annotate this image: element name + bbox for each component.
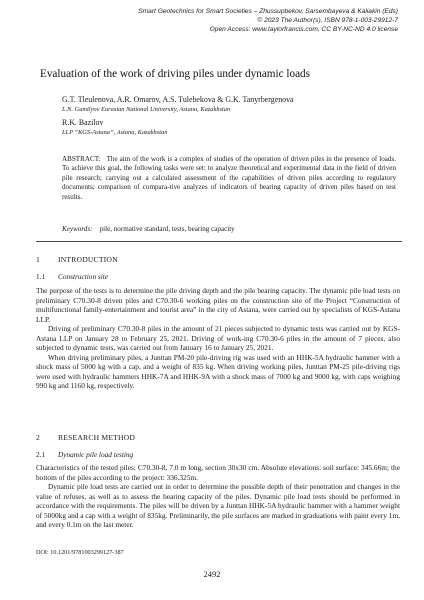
- subsection-title: Construction site: [58, 272, 109, 281]
- abstract-divider: [36, 241, 402, 242]
- introduction-body: [36, 286, 400, 391]
- author-group-2: R.K. Bazilov: [62, 118, 104, 127]
- section-title: RESEARCH METHOD: [58, 433, 136, 442]
- section-title: INTRODUCTION: [58, 255, 118, 264]
- abstract: [62, 155, 396, 202]
- section-heading-introduction: [36, 255, 118, 265]
- subsection-heading-construction-site: [36, 272, 108, 282]
- paragraph: Dynamic pile load tests are carried out in order to determine the possible depth of their penetration and changes in the value of refuses, as well as to assess the bearing capacity of the piles. Dynamic pile load tests should be performed in accordance with the requirements. The piles will be driven by a Junttan HHK-5A hydraulic hammer with a hammer weight of 5000kg and a cap with a weight of 835kg. Preliminarily, the pile surfaces are marked in graduations with paint every 1m, and every 0.1m on the last meter.: [36, 482, 400, 530]
- header-license-line: Open Access: www.taylorfrancis.com, CC BY-NC-ND 4.0 license: [209, 25, 398, 33]
- affiliation-1: L.N. Gumilyov Eurasian National University, Astana, Kazakhstan: [62, 106, 231, 113]
- keywords-label: Keywords:: [62, 225, 93, 233]
- paragraph: The purpose of the tests is to determine the pile driving depth and the pile bearing capacity. The dynamic pile load tests on preliminary C70.30-8 driven piles and C70.30-6 working piles on the construction site of the Project “Construction of multifunctional family-entertainment and tourist area” in the city of Astana, were carried out by specialists of KGS-Astana LLP.: [36, 286, 400, 324]
- keywords-text: pile, normative standard, tests, bearing capacity: [99, 225, 235, 233]
- page-number: 2492: [203, 569, 221, 579]
- paragraph: When driving preliminary piles, a Junttan PM-20 pile-driving rig was used with an HHK-5A hydraulic hammer with a shock mass of 5000 kg with a cap, and a weight of 835 kg. When driving working piles, Junttan PM-25 pile-driving rigs were used with hydraulic hammers HHK-7A and HHK-9A with a shock mass of 7000 kg and 9000 kg, with caps weighing 990 kg and 1160 kg, respectively.: [36, 352, 400, 391]
- subsection-number: 2.1: [36, 450, 46, 459]
- section-number: 2: [36, 433, 40, 442]
- keywords: [62, 225, 396, 234]
- affiliation-2: LLP “KGS-Astana”, Astana, Kazakhstan: [62, 129, 168, 136]
- abstract-label: ABSTRACT:: [62, 155, 101, 163]
- subsection-heading-dynamic-testing: [36, 450, 133, 460]
- paragraph: Characteristics of the tested piles: C70.30-8, 7.0 m long, section 30x30 cm. Absolute elevations: soil surface: 345.66m; the bottom of the piles according to the project: 336.325m.: [36, 463, 400, 482]
- header-book-line: Smart Geotechnics for Smart Societies – Zhussupbekov, Sarsembayeva & Kaliakin (Eds): [138, 8, 398, 15]
- author-group-1: G.T. Tleulenova, A.R. Omarov, A.S. Tulebekova & G.K. Tanyrbergenova: [62, 95, 294, 104]
- abstract-text: The aim of the work is a complex of studies of the operation of driven piles in the presence of loads. To achieve this goal, the following tasks were set: to analyze theoretical and experimental data in the field of driven pile research; carrying out a calculated assessment of the capabilities of driven piles according to regulatory documents; comparison of compara-tive analyzes of indicators of bearing capacity of driven piles based on test results.: [62, 155, 396, 201]
- subsection-number: 1.1: [36, 272, 46, 281]
- research-method-body: [36, 463, 400, 530]
- section-number: 1: [36, 255, 40, 264]
- section-heading-research-method: [36, 433, 135, 443]
- doi: DOI: 10.1201/9781003299127-387: [36, 549, 124, 556]
- paragraph: Driving of preliminary C70.30-8 piles in the amount of 21 pieces subjected to dynamic tests was carried out by KGS-Astana LLP on January 28 to February 25, 2021. Driving of work-ing C70.30-6 piles in the amount of 7 pieces, also subjected to dynamic tests, was carried out from January 16 to January 25, 2021.: [36, 324, 400, 353]
- subsection-title: Dynamic pile load testing: [58, 450, 134, 459]
- paper-title: Evaluation of the work of driving piles under dynamic loads: [40, 68, 310, 80]
- header-copyright-line: © 2023 The Author(s), ISBN 978-1-003-29912-7: [257, 16, 398, 24]
- running-header: [18, 8, 398, 35]
